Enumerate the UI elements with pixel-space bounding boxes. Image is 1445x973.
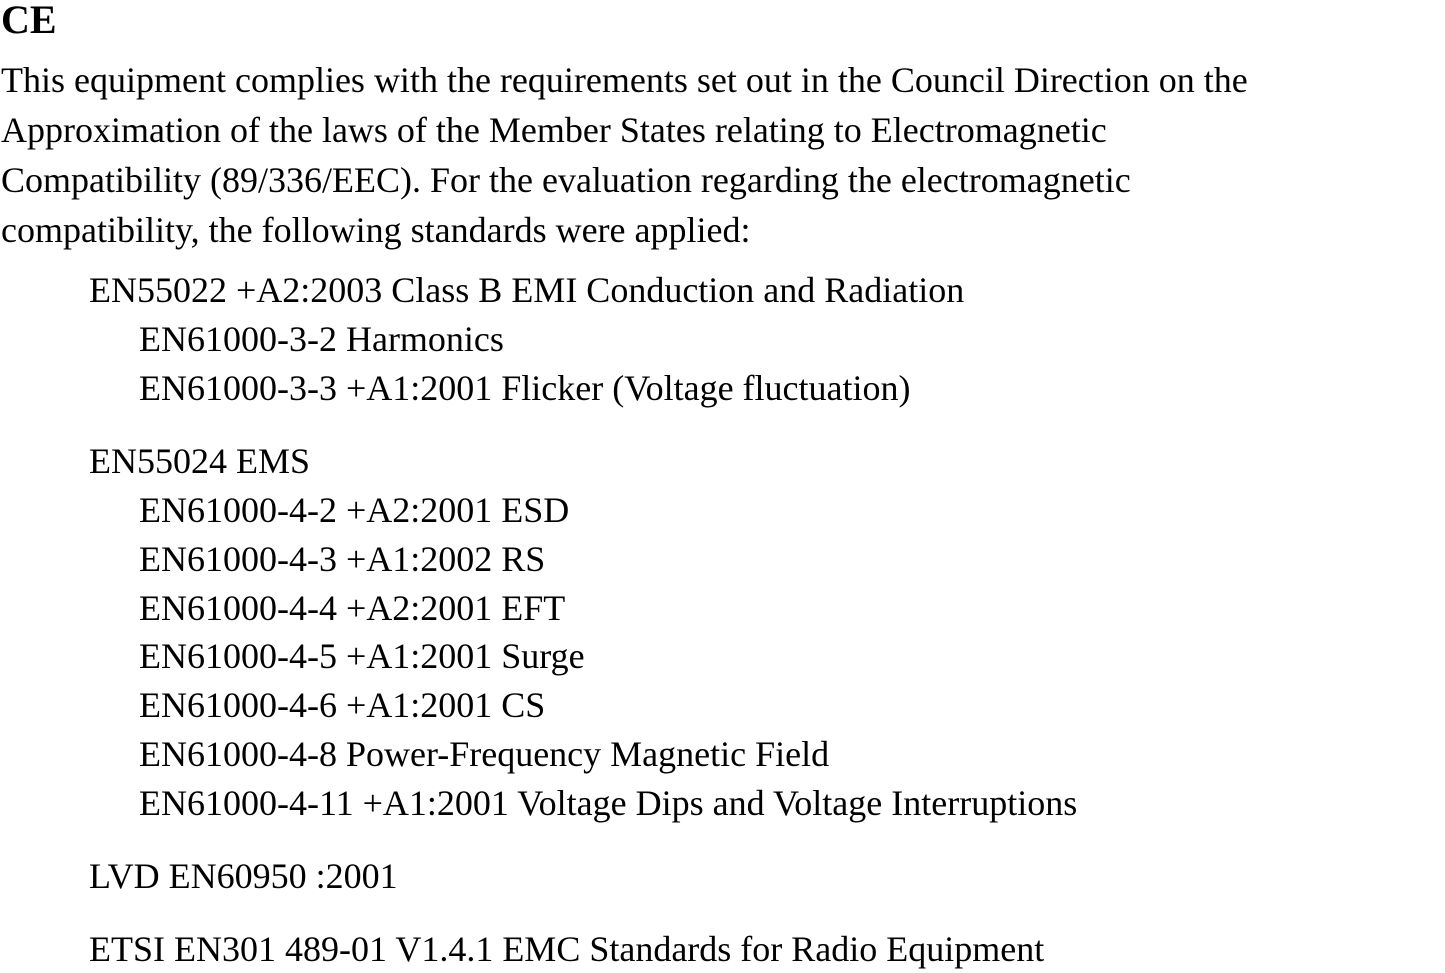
intro-paragraph: [1, 55, 1445, 255]
standard-sub-item: EN61000-4-5 +A1:2001 Surge: [139, 636, 585, 676]
intro-line: Approximation of the laws of the Member States relating to Electromagnetic: [1, 110, 1107, 150]
standard-sub-item: EN61000-4-8 Power-Frequency Magnetic Field: [139, 734, 830, 774]
standard-sub-item: EN61000-3-2 Harmonics: [139, 319, 504, 359]
intro-line: Compatibility (89/336/EEC). For the evaluation regarding the electromagnetic: [1, 160, 1131, 200]
standard-sub-item: EN61000-4-6 +A1:2001 CS: [139, 685, 546, 725]
standard-sub-item: EN61000-4-4 +A2:2001 EFT: [139, 588, 566, 628]
standard-group-title: EN55024 EMS: [89, 441, 311, 481]
standard-sub-item: EN61000-3-3 +A1:2001 Flicker (Voltage fluctuation): [139, 368, 911, 408]
section-heading: CE: [1, 0, 57, 42]
intro-line: This equipment complies with the requirements set out in the Council Direction on the: [1, 60, 1248, 100]
standard-sub-item: EN61000-4-11 +A1:2001 Voltage Dips and Voltage Interruptions: [139, 783, 1078, 823]
standard-group-title: EN55022 +A2:2003 Class B EMI Conduction and Radiation: [89, 270, 965, 310]
intro-line: compatibility, the following standards were applied:: [1, 210, 751, 250]
standard-group-title: ETSI EN301 489-01 V1.4.1 EMC Standards for Radio Equipment: [89, 929, 1045, 969]
standard-sub-item: EN61000-4-3 +A1:2002 RS: [139, 539, 546, 579]
standard-sub-item: EN61000-4-2 +A2:2001 ESD: [139, 490, 570, 530]
standard-group-title: LVD EN60950 :2001: [89, 856, 398, 896]
